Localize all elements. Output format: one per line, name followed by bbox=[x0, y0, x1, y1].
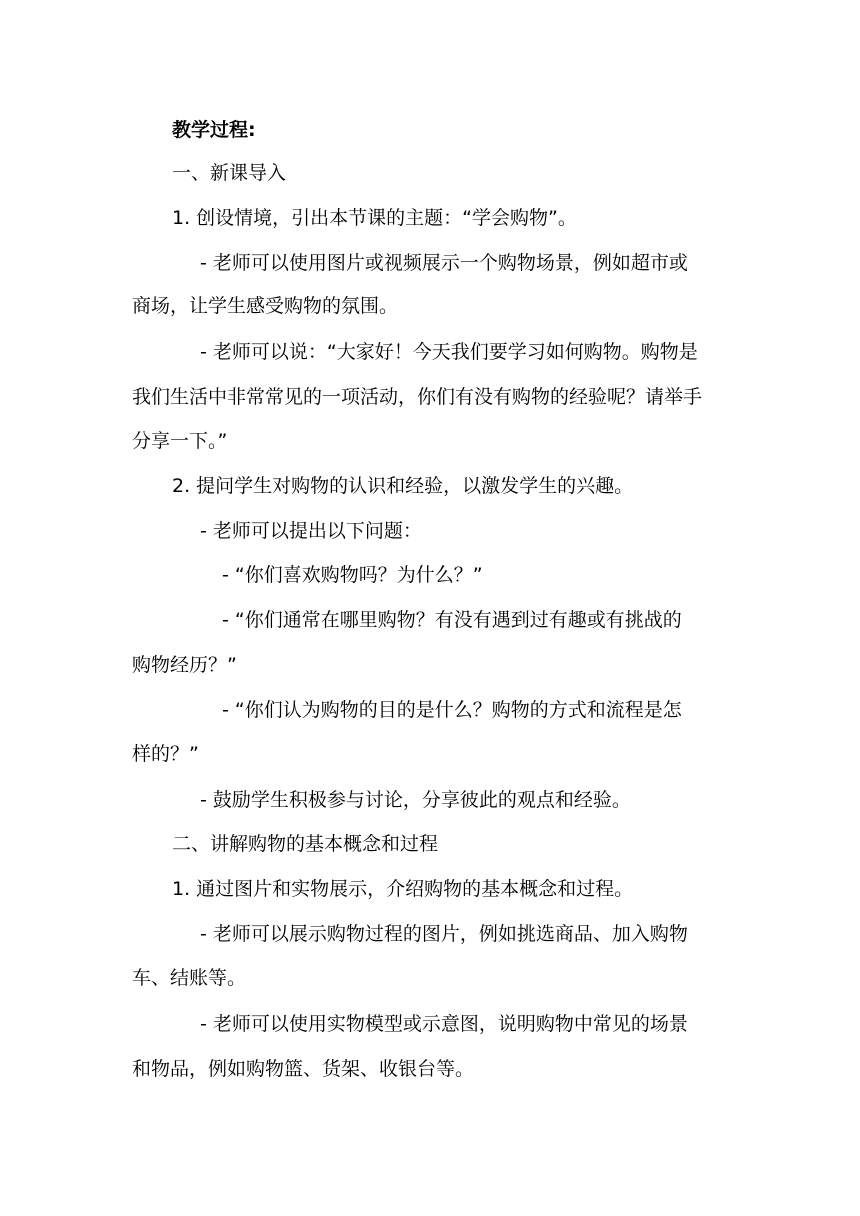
section-1-item-1-sub-1-line-1: - 老师可以使用图片或视频展示一个购物场景，例如超市或 bbox=[200, 252, 688, 274]
section-2-item-1-sub-2-line-2: 和物品，例如购物篮、货架、收银台等。 bbox=[132, 1058, 475, 1080]
question-2-line-2: 购物经历？” bbox=[132, 654, 237, 676]
section-1-item-2-sub-1: - 老师可以提出以下问题： bbox=[200, 520, 422, 542]
section-1-item-1-sub-2-line-3: 分享一下。” bbox=[132, 430, 228, 452]
section-1-item-1-sub-2-line-2: 我们生活中非常常见的一项活动，你们有没有购物的经验呢？请举手 bbox=[132, 386, 703, 408]
section-1-item-1: 1. 创设情境，引出本节课的主题：“学会购物”。 bbox=[172, 207, 577, 229]
section-2-item-1: 1. 通过图片和实物展示，介绍购物的基本概念和过程。 bbox=[172, 878, 634, 900]
section-2-item-1-sub-1-line-1: - 老师可以展示购物过程的图片，例如挑选商品、加入购物 bbox=[200, 923, 688, 945]
section-1-item-2-sub-2: - 鼓励学生积极参与讨论，分享彼此的观点和经验。 bbox=[200, 789, 631, 811]
section-1-item-2: 2. 提问学生对购物的认识和经验，以激发学生的兴趣。 bbox=[172, 475, 634, 497]
question-3-line-2: 样的？” bbox=[132, 743, 199, 765]
section-1-item-1-sub-2-line-1: - 老师可以说：“大家好！今天我们要学习如何购物。购物是 bbox=[200, 341, 698, 363]
section-2-title: 二、讲解购物的基本概念和过程 bbox=[172, 833, 439, 855]
question-2-line-1: - “你们通常在哪里购物？有没有遇到过有趣或有挑战的 bbox=[222, 609, 682, 631]
section-1-item-1-sub-1-line-2: 商场，让学生感受购物的氛围。 bbox=[132, 295, 399, 317]
section-2-item-1-sub-2-line-1: - 老师可以使用实物模型或示意图，说明购物中常见的场景 bbox=[200, 1013, 688, 1035]
question-1: - “你们喜欢购物吗？为什么？” bbox=[222, 564, 483, 586]
section-1-title: 一、新课导入 bbox=[172, 162, 287, 184]
document-heading: 教学过程: bbox=[172, 119, 256, 141]
question-3-line-1: - “你们认为购物的目的是什么？购物的方式和流程是怎 bbox=[222, 699, 682, 721]
section-2-item-1-sub-1-line-2: 车、结账等。 bbox=[132, 967, 247, 989]
